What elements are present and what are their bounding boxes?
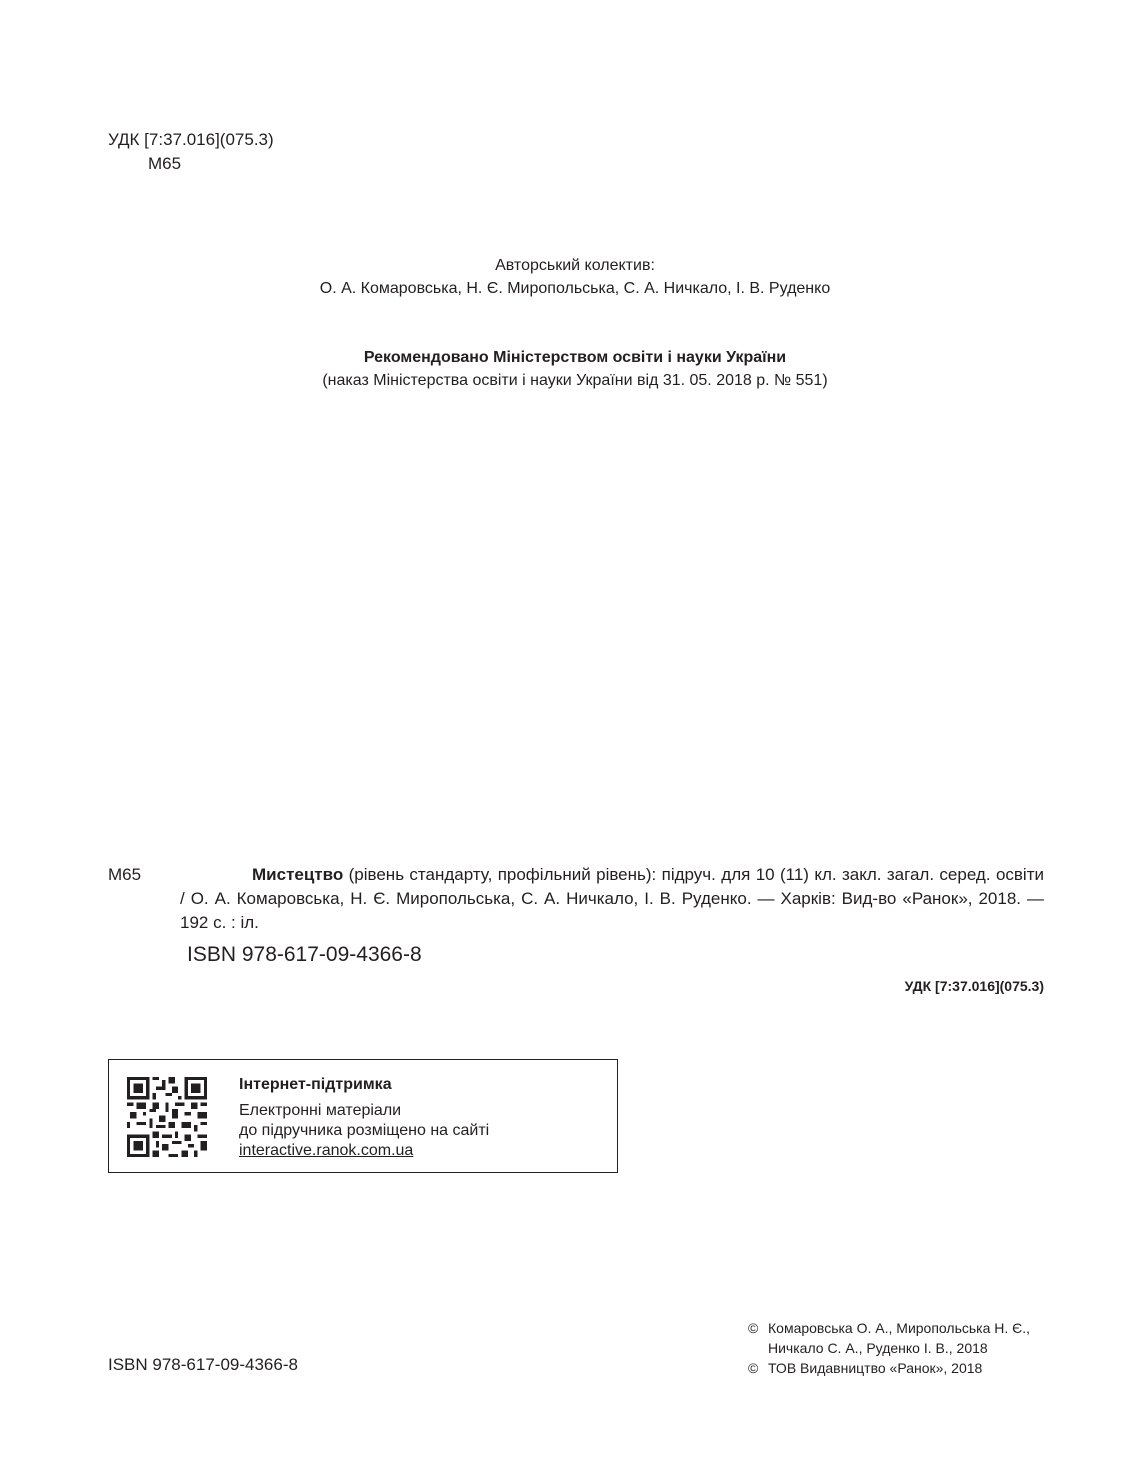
bibliographic-record: [108, 863, 1044, 969]
recommendation-block: [0, 346, 1133, 392]
copyright-row-3: [748, 1358, 1030, 1378]
copyright-authors-line-1: Комаровська О. А., Миропольська Н. Є.,: [768, 1320, 1030, 1336]
authors-label: Авторський колектив:: [495, 257, 655, 274]
recommendation-order: (наказ Міністерства освіти і науки України від 31. 05. 2018 р. № 551): [322, 372, 828, 389]
internet-support-link[interactable]: interactive.ranok.com.ua: [239, 1142, 414, 1159]
bib-description: [180, 863, 1044, 935]
copyright-block: [748, 1318, 1030, 1378]
copyright-publisher: ТОВ Видавництво «Ранок», 2018: [768, 1360, 983, 1376]
authors-names: О. А. Комаровська, Н. Є. Миропольська, С. А. Ничкало, І. В. Руденко: [319, 280, 831, 297]
copyright-row-2: [748, 1338, 1030, 1358]
author-code: М65: [148, 154, 182, 173]
footer-isbn: ISBN 978-617-09-4366-8: [108, 1355, 298, 1374]
udk-code: УДК [7:37.016](075.3): [108, 130, 274, 149]
bib-isbn: ISBN 978-617-09-4366-8: [187, 943, 422, 966]
copyright-icon: ©: [748, 1320, 759, 1336]
copyright-icon: ©: [748, 1360, 759, 1376]
recommendation-title: Рекомендовано Міністерством освіти і науки України: [363, 349, 787, 366]
internet-support-title: Інтернет-підтримка: [239, 1076, 392, 1093]
qr-code-icon[interactable]: [127, 1077, 207, 1157]
internet-support-line-1: Електронні матеріали: [239, 1102, 402, 1119]
bib-udk: УДК [7:37.016](075.3): [904, 978, 1044, 994]
copyright-authors-line-2: Ничкало С. А., Руденко І. В., 2018: [768, 1340, 988, 1356]
copyright-row-1: [748, 1318, 1030, 1338]
internet-support-text: [239, 1075, 489, 1161]
bib-author-code: М65: [108, 865, 142, 884]
bib-details: (рівень стандарту, профільний рівень): підруч. для 10 (11) кл. закл. загал. серед. освіти / О. А. Комаровська, Н. Є. Миропольська, С. А. Ничкало, І. В. Руденко. — Харків: Вид-во «Ранок», 2018. — 192 с. : іл.: [180, 865, 1044, 932]
authors-block: [0, 254, 1133, 300]
bib-title: Мистецтво: [252, 865, 344, 884]
internet-support-box: [108, 1059, 618, 1173]
udk-header: [108, 128, 274, 176]
internet-support-line-2: до підручника розміщено на сайті: [239, 1122, 490, 1139]
